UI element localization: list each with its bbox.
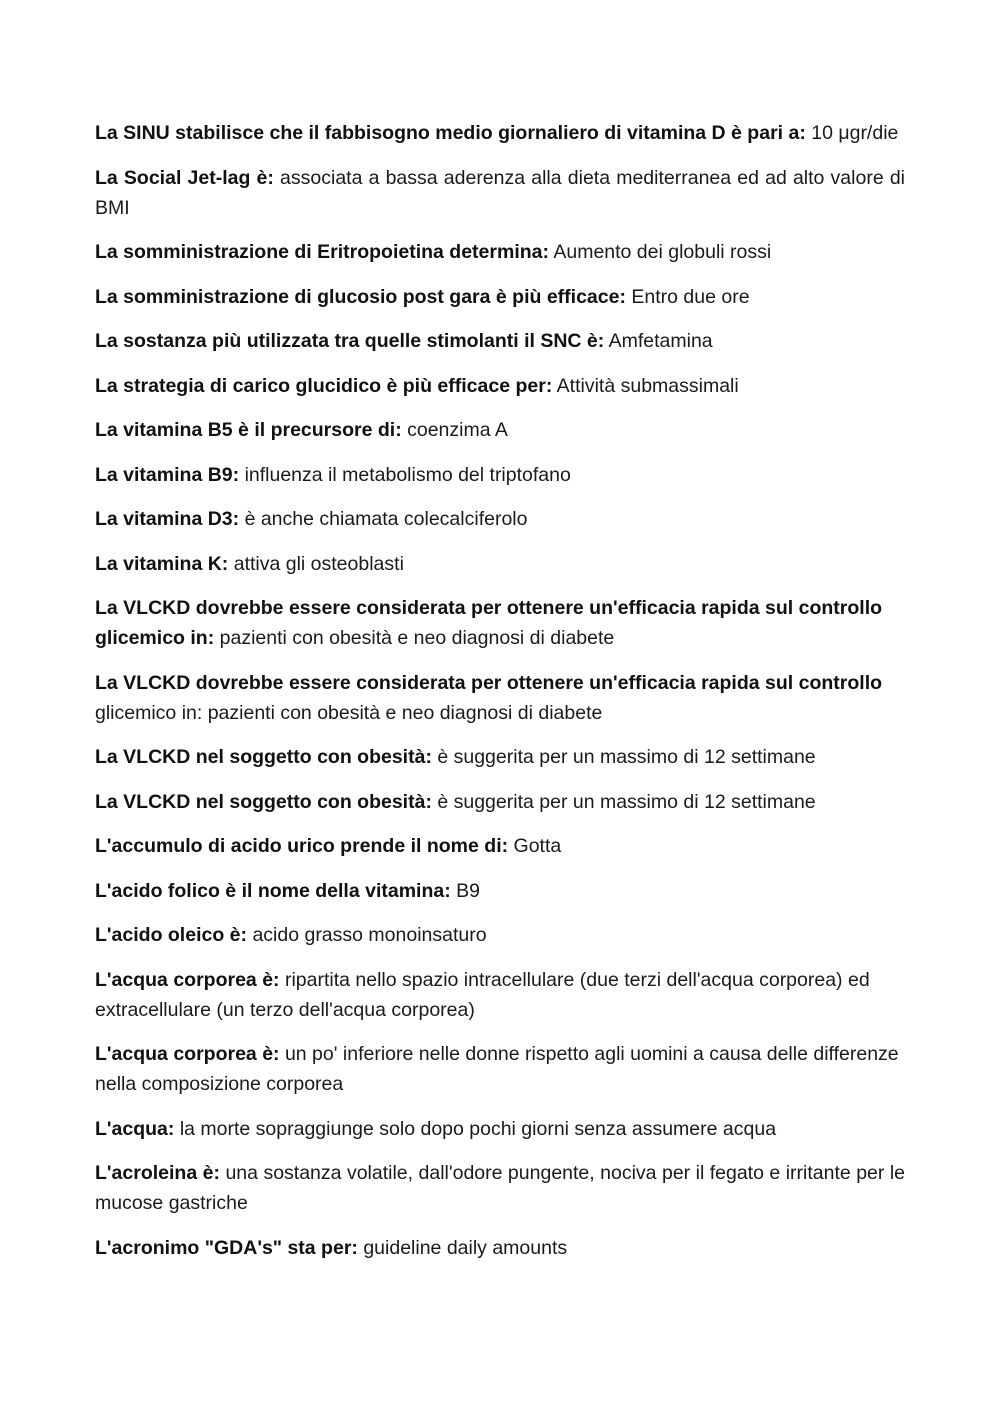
entry-11	[95, 593, 905, 653]
entry-question: La vitamina D3:	[95, 508, 240, 530]
entry-question: La vitamina K:	[95, 552, 229, 575]
entry-question: L'acqua:	[95, 1117, 175, 1140]
entry-question: La VLCKD nel soggetto con obesità:	[95, 746, 432, 768]
entry-answer: è anche chiamata colecalciferolo	[244, 508, 528, 530]
document-page	[95, 118, 905, 1277]
entry-16	[95, 876, 905, 906]
entry-question: La strategia di carico glucidico è più efficace per:	[95, 374, 553, 397]
entry-21	[95, 1158, 905, 1218]
entry-12	[95, 668, 905, 728]
entry-answer: Gotta	[513, 835, 562, 857]
entry-13	[95, 742, 905, 772]
entry-9	[95, 504, 905, 534]
entry-answer: la morte sopraggiunge solo dopo pochi giorni senza assumere acqua	[179, 1117, 777, 1140]
entry-answer: Amfetamina	[608, 330, 713, 352]
entry-answer: influenza il metabolismo del triptofano	[244, 463, 571, 486]
entry-answer: è suggerita per un massimo di 12 settimane	[437, 746, 816, 768]
entry-answer: una sostanza volatile, dall'odore pungente, nociva per il fegato e irritante per le mucose gastriche	[95, 1162, 906, 1214]
entry-7	[95, 415, 905, 445]
entry-answer: acido grasso monoinsaturo	[252, 924, 487, 946]
entry-answer: ripartita nello spazio intracellulare (due terzi dell'acqua corporea) ed extracellulare (un terzo dell'acqua corporea)	[95, 968, 870, 1021]
entry-question: La VLCKD dovrebbe essere considerata per ottenere un'efficacia rapida sul controllo glicemico in:	[95, 597, 883, 649]
entry-answer: Aumento dei globuli rossi	[553, 241, 772, 263]
entry-1	[95, 118, 905, 148]
entry-19	[95, 1039, 905, 1099]
entry-2	[95, 163, 905, 223]
entry-answer: attiva gli osteoblasti	[233, 552, 404, 575]
entry-answer: coenzima A	[407, 419, 508, 441]
entry-answer: guideline daily amounts	[363, 1236, 568, 1259]
entry-answer: associata a bassa aderenza alla dieta mediterranea ed ad alto valore di BMI	[95, 166, 906, 219]
entry-question: L'accumulo di acido urico prende il nome di:	[95, 835, 509, 857]
entry-answer: pazienti con obesità e neo diagnosi di diabete	[219, 627, 615, 649]
entry-17	[95, 920, 905, 950]
entry-question: L'acqua corporea è:	[95, 968, 280, 991]
entry-6	[95, 371, 905, 401]
entry-question: La VLCKD nel soggetto con obesità:	[95, 790, 432, 813]
entry-4	[95, 282, 905, 312]
entry-14	[95, 787, 905, 817]
entry-20	[95, 1114, 905, 1144]
entry-15	[95, 831, 905, 861]
entry-answer: glicemico in: pazienti con obesità e neo diagnosi di diabete	[95, 701, 603, 724]
entry-18	[95, 965, 905, 1025]
entry-question: La Social Jet-lag è:	[95, 166, 274, 189]
entry-8	[95, 460, 905, 490]
entry-question: L'acqua corporea è:	[95, 1043, 280, 1065]
entry-answer: Entro due ore	[631, 285, 750, 308]
entry-answer: 10 μgr/die	[811, 122, 899, 144]
entry-question: La vitamina B9:	[95, 463, 240, 486]
entry-question: La sostanza più utilizzata tra quelle stimolanti il SNC è:	[95, 330, 605, 352]
entry-question: L'acido folico è il nome della vitamina:	[95, 879, 451, 902]
entry-question: La VLCKD dovrebbe essere considerata per ottenere un'efficacia rapida sul controllo	[95, 671, 883, 694]
entry-answer: è suggerita per un massimo di 12 settimane	[437, 790, 816, 813]
entry-question: La somministrazione di glucosio post gara è più efficace:	[95, 285, 626, 308]
entry-question: La SINU stabilisce che il fabbisogno medio giornaliero di vitamina D è pari a:	[95, 122, 806, 144]
entry-3	[95, 237, 905, 267]
entry-5	[95, 326, 905, 356]
entry-question: L'acronimo "GDA's" sta per:	[95, 1236, 358, 1259]
entry-answer: B9	[456, 879, 480, 902]
entry-answer: un po' inferiore nelle donne rispetto agli uomini a causa delle differenze nella composizione corporea	[95, 1043, 899, 1095]
entry-answer: Attività submassimali	[556, 374, 739, 397]
entry-10	[95, 549, 905, 579]
entry-question: L'acido oleico è:	[95, 924, 248, 946]
entry-question: La vitamina B5 è il precursore di:	[95, 419, 402, 441]
entry-22	[95, 1233, 905, 1263]
entry-question: L'acroleina è:	[95, 1162, 220, 1184]
entry-question: La somministrazione di Eritropoietina determina:	[95, 241, 549, 263]
